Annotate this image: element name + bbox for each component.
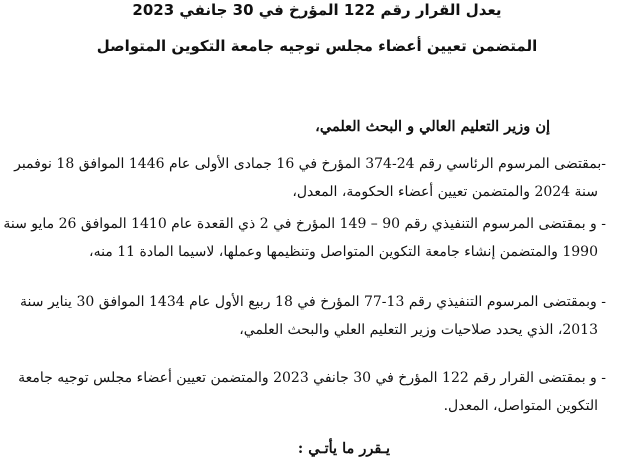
consideration-paragraph-3 [20, 288, 606, 344]
consideration-paragraph-1 [14, 150, 606, 206]
consideration-1-line-1: -بمقتضى المرسوم الرئاسي رقم 24-374 المؤرخ في 16 جمادى الأولى عام 1446 الموافق 18 نوفمبر [14, 156, 606, 172]
decision-heading: يـقرر ما يأتـي : [297, 440, 390, 457]
consideration-1-line-2: سنة 2024 والمتضمن تعيين أعضاء الحكومة، المعدل، [292, 184, 598, 200]
consideration-paragraph-4 [20, 364, 606, 420]
consideration-2-line-2: 1990 والمتضمن إنشاء جامعة التكوين المتواصل وتنظيمها وعملها، لاسيما المادة 11 منه، [89, 244, 598, 260]
document-title-line-2: المتضمن تعيين أعضاء مجلس توجيه جامعة التكوين المتواصل [96, 37, 538, 55]
consideration-paragraph-2 [3, 210, 606, 266]
consideration-3-line-2: 2013، الذي يحدد صلاحيات وزير التعليم العلي والبحث العلمي، [239, 322, 598, 338]
consideration-4-line-2: التكوين المتواصل، المعدل. [443, 398, 598, 414]
preamble-minister: إن وزير التعليم العالي و البحث العلمي، [315, 118, 550, 135]
document-title-line-1: يعدل القرار رقم 122 المؤرخ في 30 جانفي 2023 [132, 1, 502, 19]
consideration-2-line-1: - و بمقتضى المرسوم التنفيذي رقم 90 – 149 المؤرخ في 2 ذي القعدة عام 1410 الموافق 26 مايو سنة [3, 216, 606, 232]
consideration-4-line-1: - و بمقتضى القرار رقم 122 المؤرخ في 30 جانفي 2023 والمتضمن تعيين أعضاء مجلس توجيه جامعة [18, 370, 606, 386]
consideration-3-line-1: - وبمقتضى المرسوم التنفيذي رقم 13-77 المؤرخ في 18 ربيع الأول عام 1434 الموافق 30 يناير سنة [20, 294, 606, 310]
